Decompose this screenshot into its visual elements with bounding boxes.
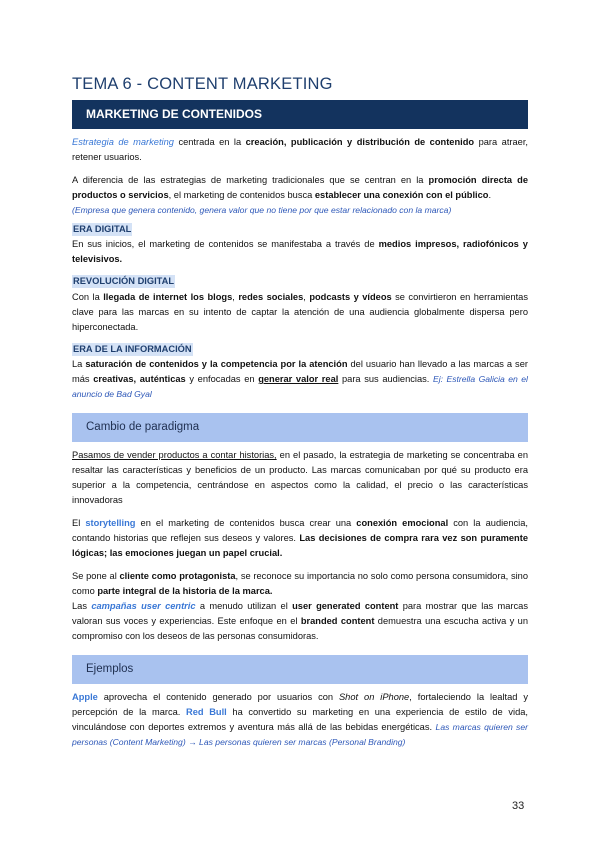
text: para atraer, retener usuarios. [72,137,528,162]
highlight-text: storytelling [85,518,136,528]
note-text: Las marcas quieren ser personas (Content Marketing) → Las personas quieren ser marcas (Personal Branding) [72,722,528,747]
brand-red-bull: Red Bull [186,707,227,717]
page-number: 33 [512,800,525,812]
bold-text: saturación de contenidos y la competencia por la atención [85,359,348,369]
text: y enfocadas en [185,374,259,384]
text: en el marketing de contenidos busca crear una [135,518,357,528]
bold-text: medios impresos, radiofónicos y televisivos. [72,239,528,264]
intro-paragraph-2 [72,173,528,218]
paradigma-paragraph-1 [72,448,528,508]
underline-text: Pasamos de vender productos a contar historias, [72,450,277,460]
text: Se pone al [72,571,120,581]
heading-era-digital: ERA DIGITAL [73,224,132,234]
text: . [488,190,492,200]
bold-text: creativas, auténticas [93,374,186,384]
bold-text: cliente como protagonista [119,571,236,581]
text: En sus inicios, el marketing de contenidos se manifestaba a través de [72,239,379,249]
text: , el marketing de contenidos busca [168,190,315,200]
ejemplos-paragraph [72,690,528,750]
text: El [72,518,86,528]
bold-text: branded content [300,616,375,626]
text: se convirtieron en herramientas clave para las marcas en su intento de captar la atención de una audiencia globalmente dispersa pero hiperconectada. [72,292,528,332]
bold-text: user generated content [292,601,399,611]
highlight-text: campañas user centric [91,601,196,611]
text: , [303,292,310,302]
text: con la audiencia, contando historias que reflejen sus deseos y valores. [72,518,528,543]
era-info-paragraph [72,357,528,402]
bold-text: parte integral de la historia de la marca. [97,586,273,596]
text: centrada en la [173,137,246,147]
bold-underline-text: generar valor real [258,374,339,384]
heading-era-informacion: ERA DE LA INFORMACIÓN [73,344,192,354]
era-digital-paragraph [72,237,528,267]
bold-text: llegada de internet los blogs [103,292,233,302]
text: , fortaleciendo la lealtad y percepción de la marca. [72,692,528,717]
paradigma-paragraph-3 [72,569,528,599]
text: para sus audiencias. [338,374,433,384]
text: , se reconoce su importancia no solo como persona consumidora, sino como [72,571,528,596]
text: , [232,292,239,302]
bold-text: conexión emocional [356,518,449,528]
text: La [72,359,86,369]
text: ha convertido su marketing en una experiencia de estilo de vida, vinculándose con deportes extremos y aventura más allá de las bebidas energéticas. [72,707,528,732]
note-text: (Empresa que genera contenido, genera valor que no tiene por que estar relacionado con la marca) [72,205,452,215]
bold-text: Las decisiones de compra rara vez son puramente lógicas; las emociones juegan un papel crucial. [72,533,528,558]
bold-text: podcasts y vídeos [309,292,392,302]
section-banner-ejemplos [72,655,528,684]
paradigma-paragraph-4 [72,599,528,644]
revolucion-paragraph [72,290,528,335]
brand-apple: Apple [72,692,98,702]
text: para mostrar que las marcas valoran sus voces y experiencias. Este enfoque en el [72,601,528,626]
text: Con la [72,292,104,302]
highlight-text: Estrategia de marketing [72,137,174,147]
section-banner-paradigma [72,413,528,442]
text: Las [72,601,92,611]
bold-text: redes sociales [238,292,304,302]
section-banner-marketing [72,100,528,129]
section-banner-label: MARKETING DE CONTENIDOS [86,107,263,121]
text: del usuario han llevado a las marcas a ser más [72,359,528,384]
text: demuestra una escucha activa y un compromiso con los deseos de las personas consumidoras. [72,616,529,641]
page-title: TEMA 6 - CONTENT MARKETING [72,75,333,93]
bold-text: establecer una conexión con el público [314,190,489,200]
heading-revolucion-digital: REVOLUCIÓN DIGITAL [73,276,175,286]
italic-text: Shot on iPhone [338,692,410,702]
paradigma-paragraph-2 [72,516,528,561]
section-banner-label: Cambio de paradigma [86,421,200,433]
text: en el pasado, la estrategia de marketing se concentraba en resaltar las características y beneficios de un producto. Las marcas comunicaban por qué su producto era superior a la competencia, centrándose en aspectos como la calidad, el precio o las características innovadoras [72,450,529,505]
section-banner-label: Ejemplos [86,663,134,675]
bold-text: promoción directa de productos o servicios [72,175,528,200]
intro-paragraph-1 [72,135,528,165]
bold-text: creación, publicación y distribución de contenido [245,137,475,147]
text: a menudo utilizan el [195,601,293,611]
note-text: Ej: Estrella Galicia en el anuncio de Bad Gyal [72,374,528,399]
text: A diferencia de las estrategias de marketing tradicionales que se centran en la [72,175,429,185]
text: aprovecha el contenido generado por usuarios con [97,692,339,702]
